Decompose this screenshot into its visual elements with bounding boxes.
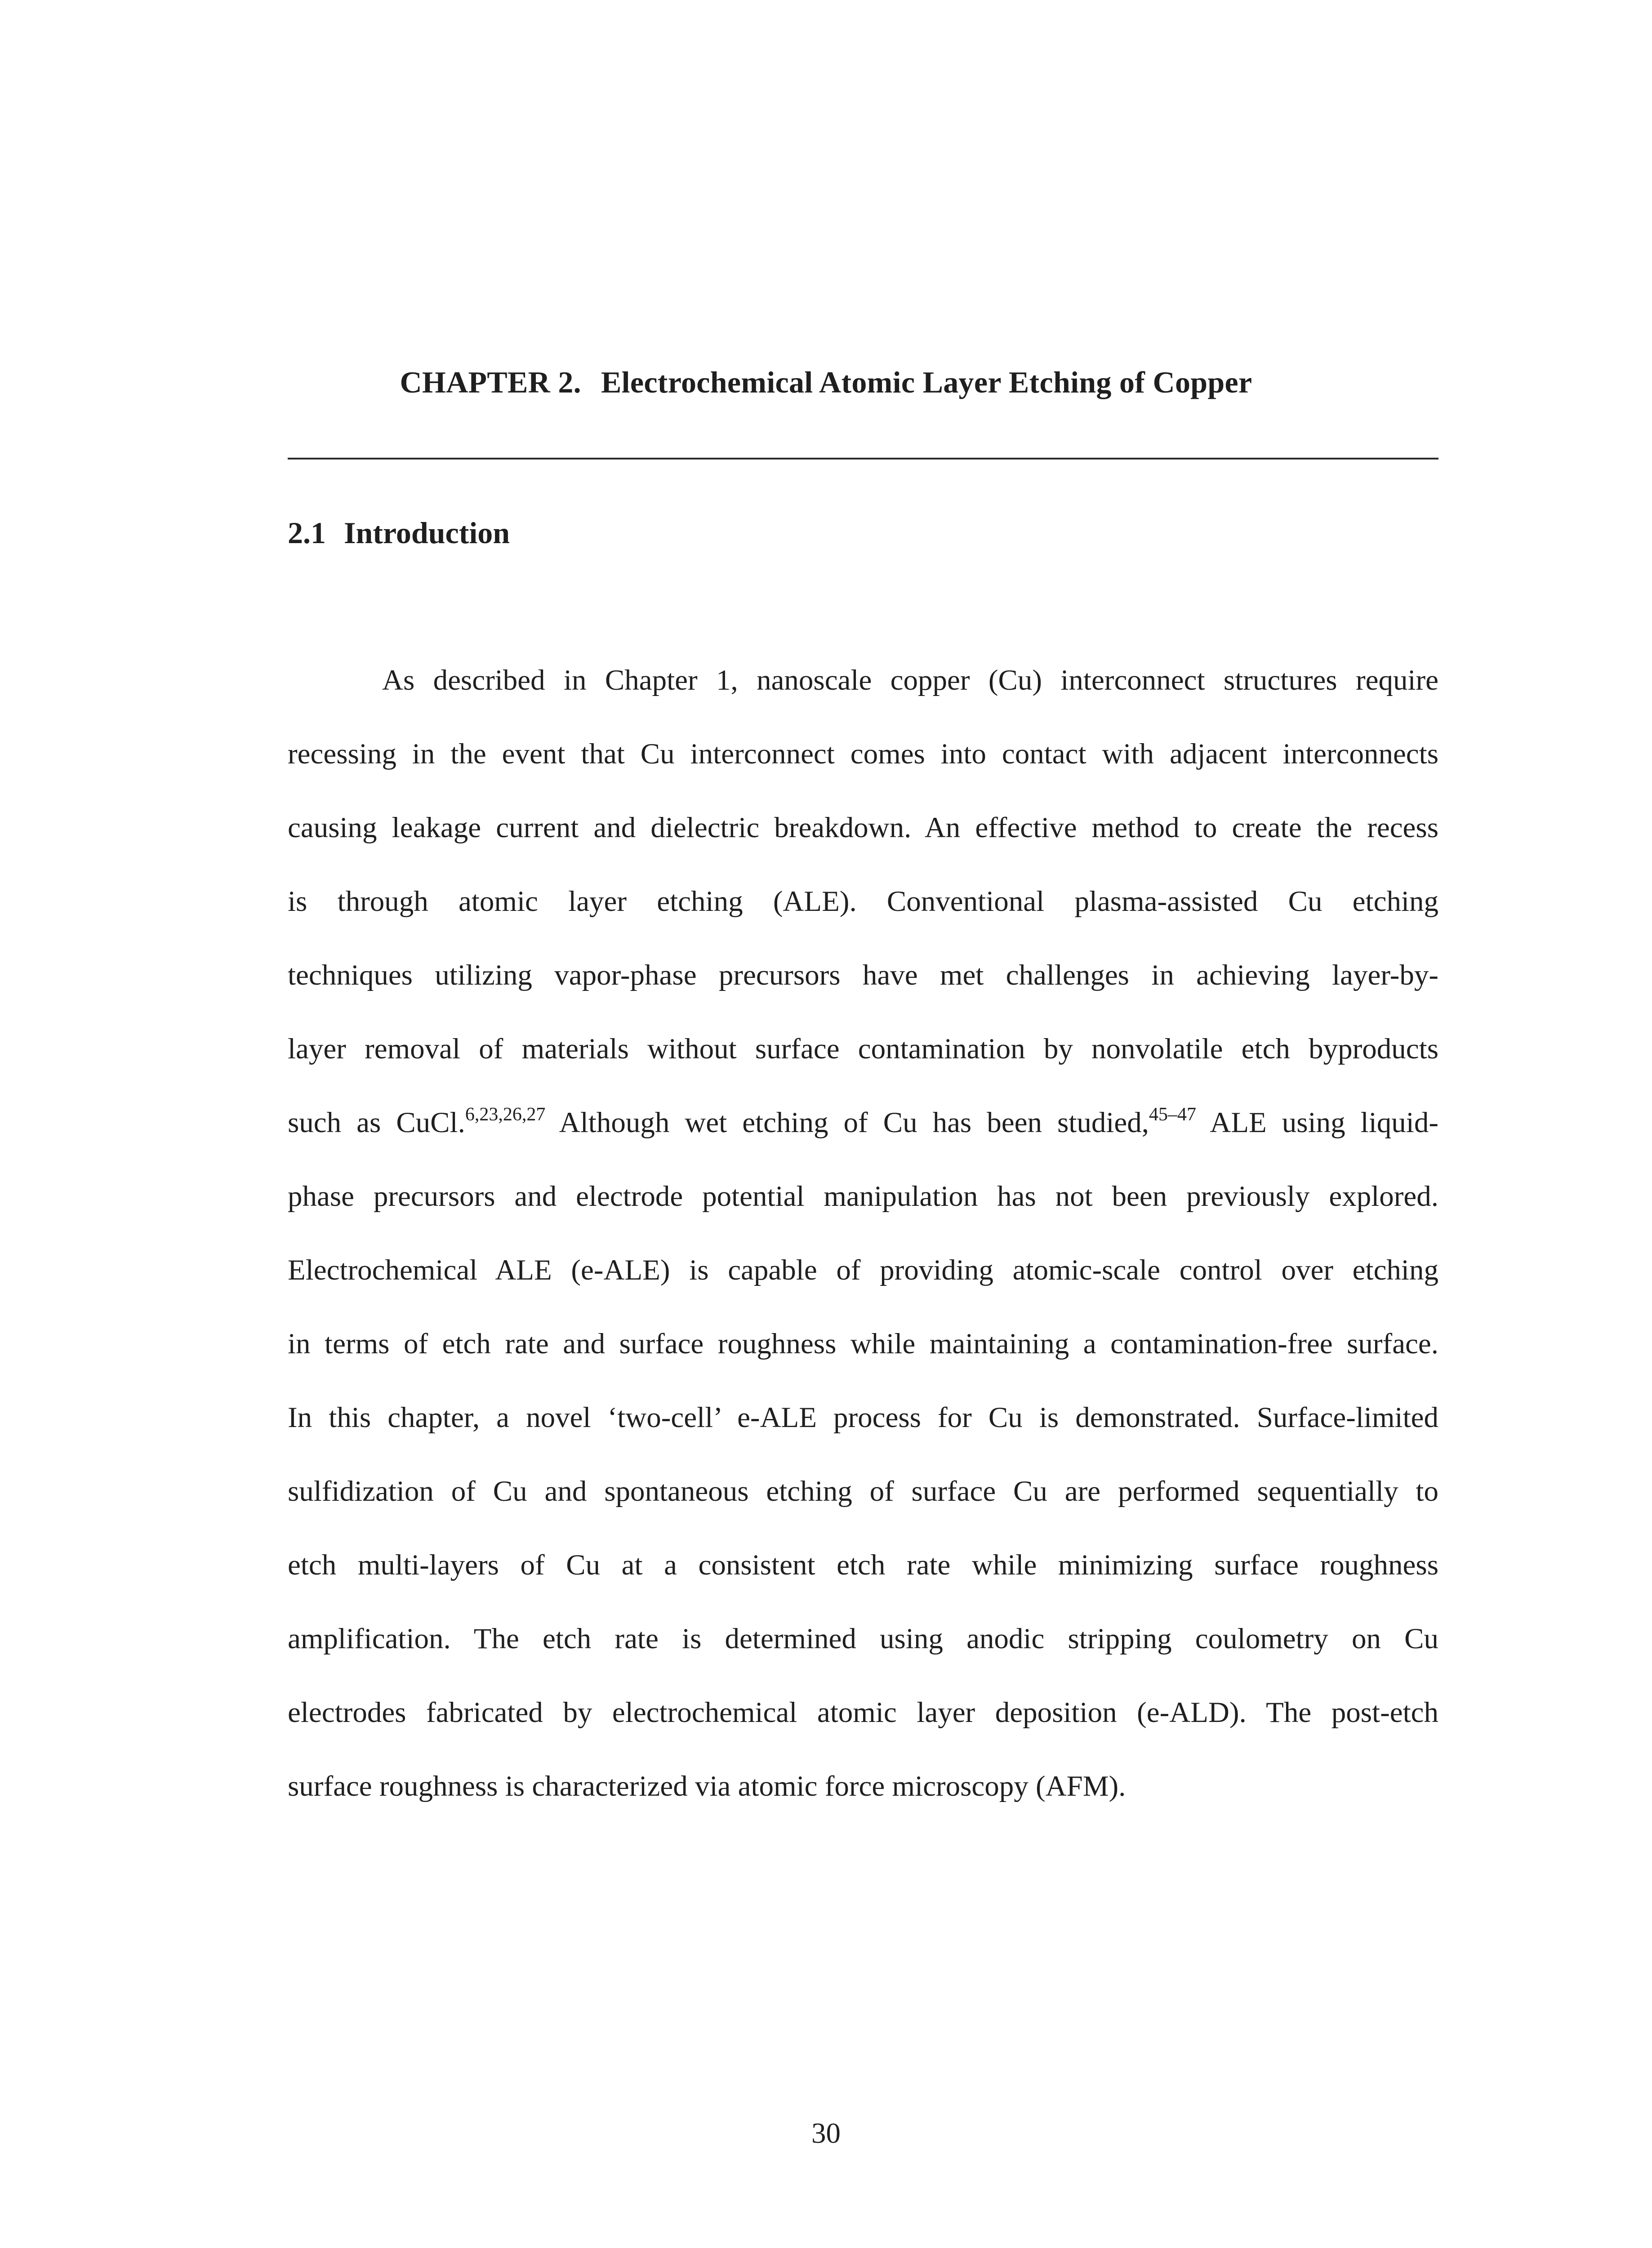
paragraph-line: causing leakage current and dielectric breakdown. An effective method to create the recess [288,812,1438,844]
paragraph-line: recessing in the event that Cu interconnect comes into contact with adjacent interconnects [288,738,1438,770]
citation-superscript: 6,23,26,27 [465,1104,546,1125]
paragraph-line: in terms of etch rate and surface roughness while maintaining a contamination-free surface. [288,1328,1438,1360]
chapter-title-text: Electrochemical Atomic Layer Etching of Copper [601,365,1252,399]
paragraph-line: As described in Chapter 1, nanoscale copper (Cu) interconnect structures require [382,664,1438,696]
paragraph-line: surface roughness is characterized via atomic force microscopy (AFM). [288,1770,1126,1802]
paragraph-line: electrodes fabricated by electrochemical atomic layer deposition (e-ALD). The post-etch [288,1696,1438,1729]
section-number: 2.1 [288,516,326,550]
line-text: ALE using liquid- [1196,1106,1438,1139]
chapter-title [0,362,1652,402]
page-number: 30 [811,2117,841,2150]
line-text: Although wet etching of Cu has been studied, [545,1106,1149,1139]
paragraph-line: sulfidization of Cu and spontaneous etching of surface Cu are performed sequentially to [288,1475,1438,1508]
citation-superscript: 45–47 [1149,1104,1196,1125]
section-title: Introduction [344,516,510,550]
paragraph-line: etch multi-layers of Cu at a consistent etch rate while minimizing surface roughness [288,1549,1438,1581]
paragraph-line: amplification. The etch rate is determined using anodic stripping coulometry on Cu [288,1623,1438,1655]
body-paragraph [288,660,1438,1840]
paragraph-line: In this chapter, a novel ‘two-cell’ e-ALE process for Cu is demonstrated. Surface-limited [288,1401,1438,1434]
line-text: such as CuCl. [288,1106,465,1139]
chapter-divider [288,458,1438,459]
paragraph-line: layer removal of materials without surface contamination by nonvolatile etch byproducts [288,1033,1438,1065]
section-heading [288,513,510,553]
paragraph-line: techniques utilizing vapor-phase precursors have met challenges in achieving layer-by- [288,959,1438,991]
paragraph-line: phase precursors and electrode potential manipulation has not been previously explored. [288,1180,1438,1213]
paragraph-line-with-citations [288,1102,1438,1176]
chapter-number: CHAPTER 2. [400,365,581,399]
paragraph-line: is through atomic layer etching (ALE). Conventional plasma-assisted Cu etching [288,885,1438,918]
paragraph-line: Electrochemical ALE (e-ALE) is capable of providing atomic-scale control over etching [288,1254,1438,1286]
